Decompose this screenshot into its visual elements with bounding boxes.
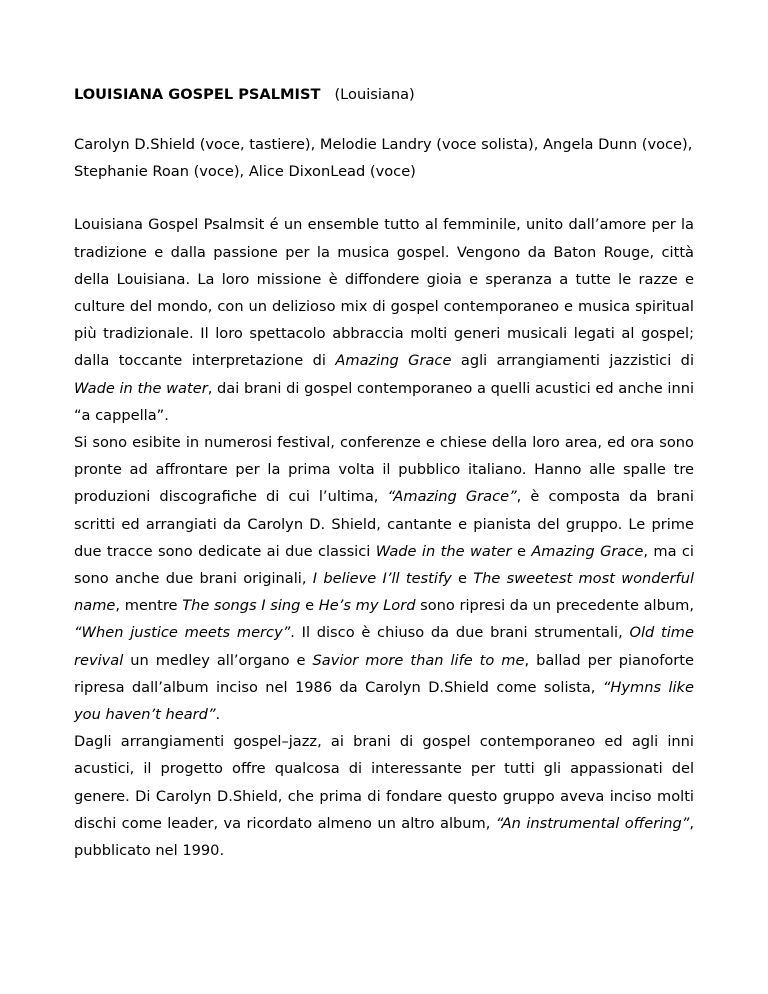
song-title: Old time revival <box>74 624 694 669</box>
text-span: un medley all’organo e <box>123 651 313 669</box>
text-span: , ma ci sono anche due brani originali, <box>74 542 694 588</box>
song-title: Amazing Grace <box>335 352 452 370</box>
document-page <box>74 85 694 864</box>
song-title: I believe I’ll testify <box>312 570 452 588</box>
song-title: Wade in the water <box>375 542 512 560</box>
album-title: “Amazing Grace” <box>387 488 517 506</box>
song-title: Wade in the water <box>74 379 208 397</box>
text-span: , pubblicato nel 1990. <box>74 814 694 860</box>
intro-paragraph <box>74 211 694 429</box>
text-span: Louisiana Gospel Psalmsit é un ensemble tutto al femminile, unito dall’amore per la tradizione e dalla passione per la musica gospel. Vengono da Baton Rouge, città della Louisiana. La loro missione è diffondere gioia e speranza a tutte le razze e culture del mondo, con un delizioso mix di gospel contemporaneo e musica spiritual più tradizionale. Il loro spettacolo abbraccia molti generi musicali legati al gospel; dalla toccante interpretazione di <box>74 216 694 370</box>
performers-paragraph: Carolyn D.Shield (voce, tastiere), Melodie Landry (voce solista), Angela Dunn (voce), Stephanie Roan (voce), Alice DixonLead (voce) <box>74 136 693 181</box>
text-span: Si sono esibite in numerosi festival, conferenze e chiese della loro area, ed ora sono pronte ad affrontare per la prima volta il pubblico italiano. Hanno alle spalle tre produzioni discografiche di cui l’ultima, <box>74 434 694 506</box>
text-span: agli arrangiamenti jazzistici di <box>451 352 694 370</box>
text-span: . <box>215 706 221 724</box>
song-title: The sweetest most wonderful name <box>74 570 694 615</box>
text-span: . Il disco è chiuso da due brani strumentali, <box>290 624 630 642</box>
album-title: “When justice meets mercy” <box>74 624 291 642</box>
album-title: “An instrumental offering” <box>495 814 690 832</box>
region-label: (Louisiana) <box>334 86 415 103</box>
text-span: , è composta da brani scritti ed arrangiati da Carolyn D. Shield, cantante e pianista del gruppo. Le prime due tracce sono dedicate ai due classici <box>74 488 694 560</box>
heading <box>74 85 694 105</box>
text-span: sono ripresi da un precedente album, <box>415 597 694 615</box>
song-title: He’s my Lord <box>318 597 416 615</box>
song-title: Savior more than life to me <box>312 651 525 669</box>
song-title: The songs I sing <box>182 597 301 615</box>
text-span: e <box>451 570 474 588</box>
closing-paragraph <box>74 728 694 864</box>
text-span: , ballad per pianoforte ripresa dall’album inciso nel 1986 da Carolyn D.Shield come solista, <box>74 651 694 696</box>
text-span: Dagli arrangiamenti gospel–jazz, ai brani di gospel contemporaneo ed agli inni acustici, il progetto offre qualcosa di interessante per tutti gli appassionati del genere. Di Carolyn D.Shield, che prima di fondare questo gruppo aveva inciso molti dischi come leader, va ricordato almeno un altro album, <box>74 733 694 832</box>
song-title: Amazing Grace <box>531 542 644 560</box>
document-title: LOUISIANA GOSPEL PSALMIST <box>74 86 321 103</box>
text-span: , dai brani di gospel contemporaneo a quelli acustici ed anche inni “a cappella”. <box>74 379 694 424</box>
discography-paragraph <box>74 429 694 728</box>
text-span: e <box>300 597 319 615</box>
album-title: “Hymns like you haven’t heard” <box>74 678 694 724</box>
text-span: e <box>511 542 532 560</box>
text-span: , mentre <box>115 597 183 615</box>
